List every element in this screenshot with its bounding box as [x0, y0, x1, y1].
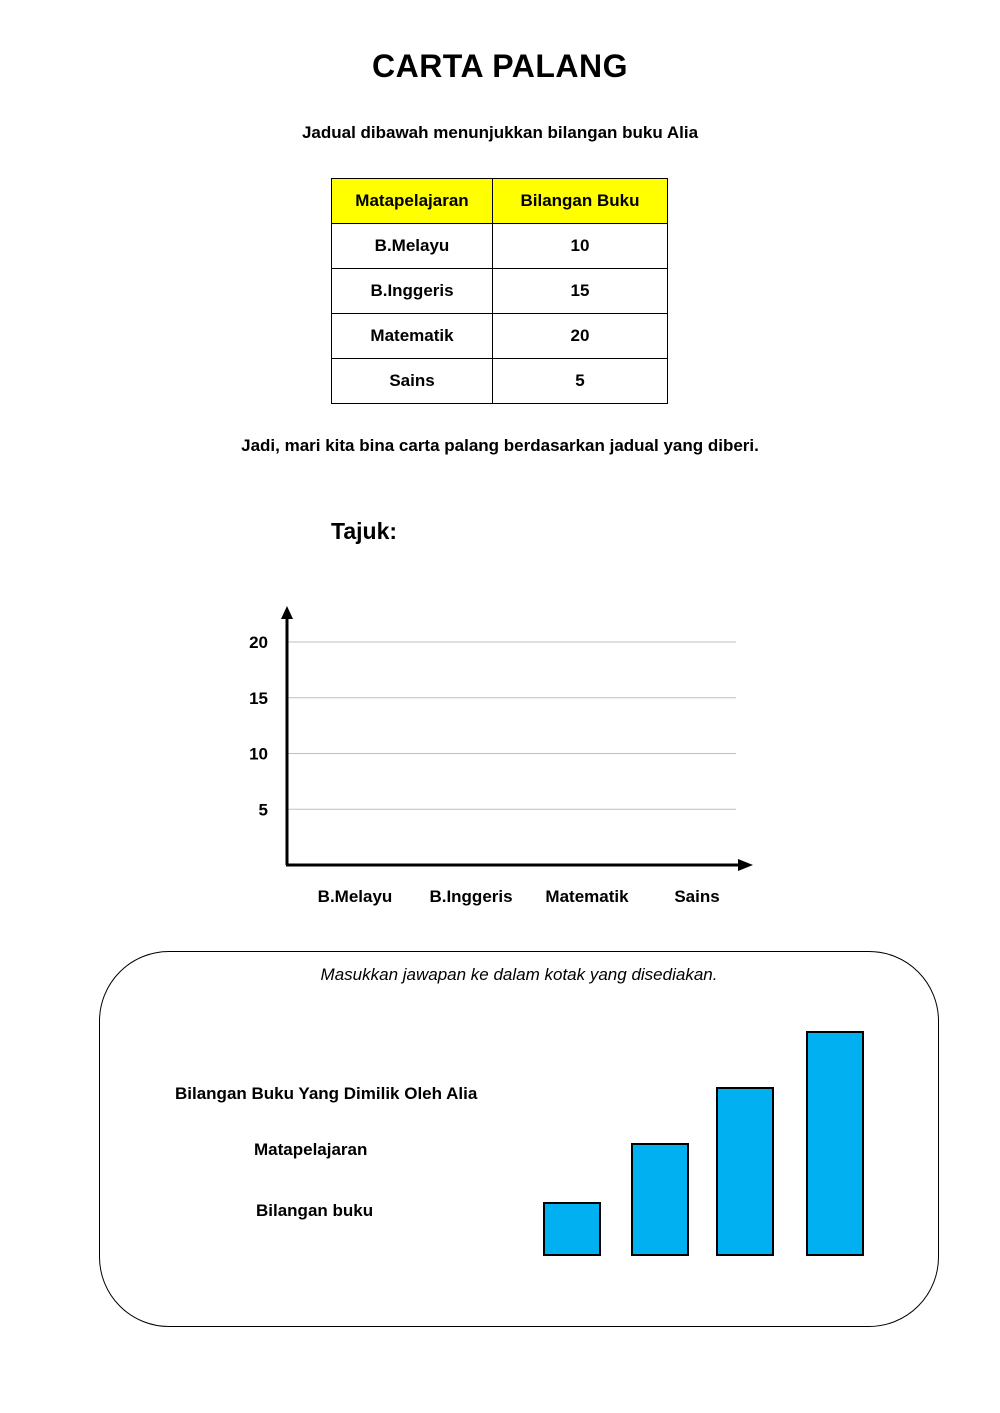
y-axis-arrow-icon: [281, 606, 293, 619]
draggable-x-axis-label[interactable]: Matapelajaran: [254, 1140, 368, 1159]
page-title: CARTA PALANG: [371, 48, 629, 84]
draggable-bar[interactable]: [716, 1087, 774, 1256]
column-header: Bilangan Buku: [493, 179, 668, 224]
table-row: [332, 269, 668, 314]
table-row: [332, 224, 668, 269]
count-cell: 15: [493, 269, 668, 314]
y-tick-label: 20: [249, 633, 268, 652]
bar-chart[interactable]: [200, 595, 770, 915]
draggable-bar[interactable]: [543, 1202, 601, 1256]
table-row: [332, 314, 668, 359]
x-category-label: Sains: [674, 887, 720, 906]
x-category-label: B.Melayu: [317, 887, 393, 906]
column-header: Matapelajaran: [332, 179, 493, 224]
subject-cell: B.Melayu: [332, 224, 493, 269]
y-tick-label: 15: [249, 688, 268, 708]
y-tick-label: 5: [258, 800, 268, 820]
subject-cell: B.Inggeris: [332, 269, 493, 314]
table-header-row: [332, 179, 668, 224]
intro-text: Jadual dibawah menunjukkan bilangan buku Alia: [301, 123, 699, 142]
x-category-label: Matematik: [545, 887, 629, 906]
count-cell: 10: [493, 224, 668, 269]
draggable-y-axis-label[interactable]: Bilangan buku: [256, 1201, 374, 1220]
draggable-bar[interactable]: [806, 1031, 864, 1256]
subject-cell: Sains: [332, 359, 493, 404]
draggable-bar[interactable]: [631, 1143, 689, 1256]
subject-cell: Matematik: [332, 314, 493, 359]
count-cell: 5: [493, 359, 668, 404]
chart-title-label: Tajuk:: [331, 518, 398, 544]
y-tick-label: 10: [249, 744, 268, 764]
instruction-text: Jadi, mari kita bina carta palang berdasarkan jadual yang diberi.: [241, 436, 759, 455]
x-category-label: B.Inggeris: [429, 887, 513, 906]
table-row: [332, 359, 668, 404]
x-axis-arrow-icon: [738, 859, 753, 871]
data-table: [331, 178, 668, 404]
answer-box-instruction: Masukkan jawapan ke dalam kotak yang disediakan.: [320, 965, 718, 984]
draggable-title-label[interactable]: Bilangan Buku Yang Dimilik Oleh Alia: [175, 1084, 478, 1103]
count-cell: 20: [493, 314, 668, 359]
